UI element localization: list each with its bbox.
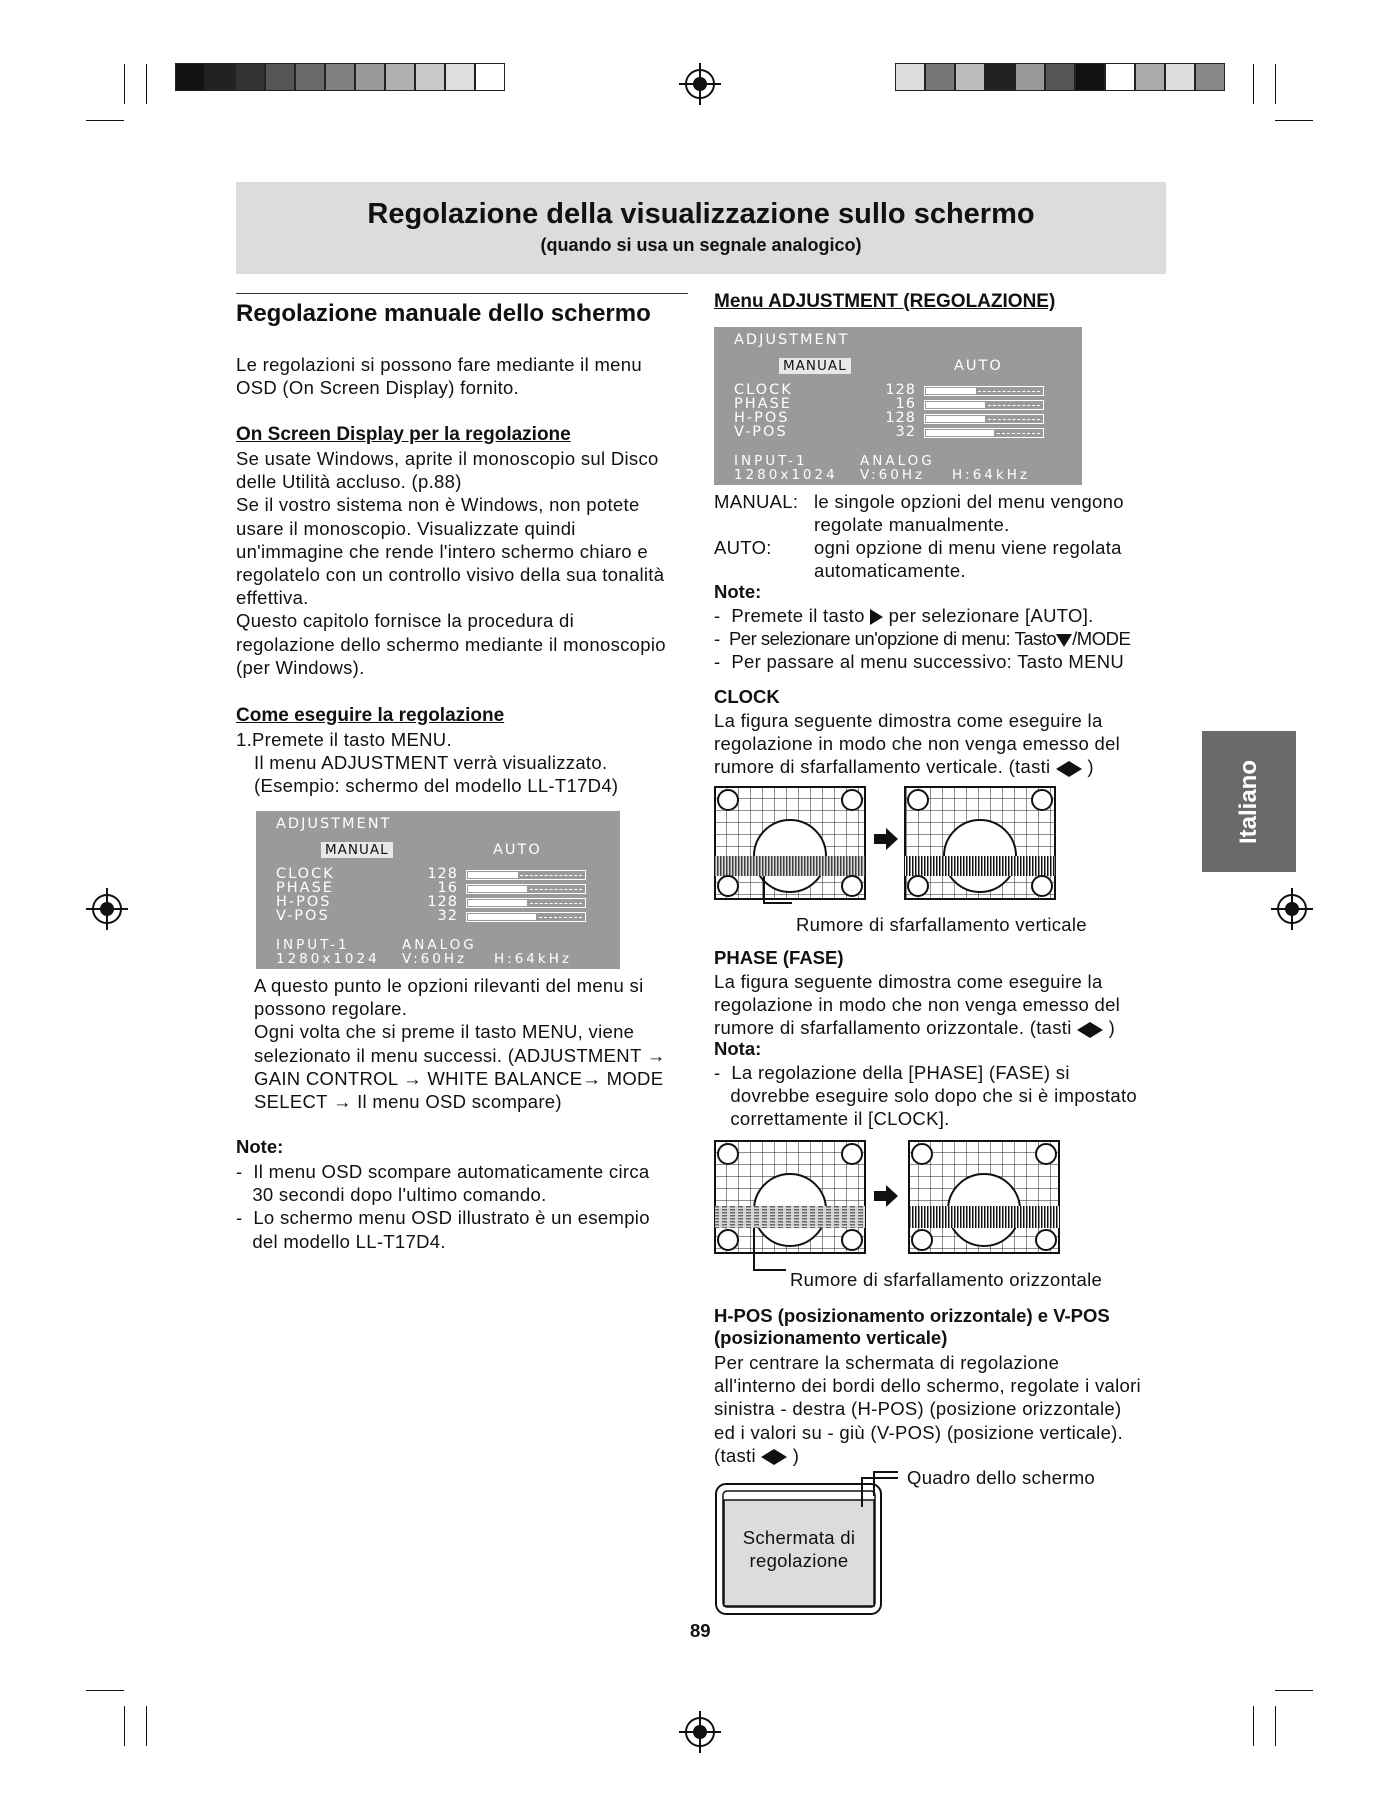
registration-mark-right [1277,894,1307,924]
text-line: ogni opzione di menu viene regolata [814,537,1122,558]
osd-level-bar-remainder [530,889,582,891]
text-line: - Per selezionare un'opzione di menu: Tasto [714,628,1057,650]
text-line: /MODE [1072,628,1131,650]
osd-level-bar-remainder [978,391,1040,393]
phase-nota-heading: Nota: [714,1038,762,1059]
osd-vfreq: V:60Hz [402,951,468,967]
left-arrow-icon [1056,761,1069,777]
osd-level-bar [466,884,586,894]
right-arrow-icon [1069,761,1082,777]
osd-title: ADJUSTMENT [734,332,850,348]
text-line: 1.Premete il tasto MENU. [236,729,452,750]
osd-row-value: 128 [885,410,916,426]
text-line: OSD (On Screen Display) fornito. [236,377,520,399]
page-number: 89 [690,1620,711,1641]
osd-screen-left [256,811,620,969]
right-arrow-icon [774,1449,787,1465]
screen-label [724,1526,874,1572]
osd-auto-option: AUTO [954,358,1003,374]
osd-level-bar [466,912,586,922]
osd-row-label: V-POS [276,908,330,924]
arrow-right-icon [874,1185,898,1207]
text-line: usare il monoscopio. Visualizzate quindi [236,517,576,539]
text-line: - Premete il tasto [714,605,865,626]
text-line: ) [792,1444,800,1466]
text-line: regolazione in modo che non venga emesso del [714,994,1121,1016]
text-line: La figura seguente dimostra come eseguire la [714,971,1103,992]
down-arrow-icon [1056,634,1072,647]
osd-level-bar-remainder [988,419,1040,421]
text-line: sinistra - destra (H-POS) (posizione orizzontale) [714,1398,1122,1420]
text-line: - Lo schermo menu OSD illustrato è un esempio [236,1207,650,1229]
text-line: Il menu ADJUSTMENT verrà visualizzato. [254,752,608,774]
text-line: (posizionamento verticale) [714,1327,948,1348]
osd-auto-option: AUTO [493,842,542,858]
osd-input: INPUT-1 [734,453,808,469]
after-osd-text [254,974,694,1113]
text-line: le singole opzioni del menu vengono [814,491,1124,512]
osd-row-value: 32 [437,908,458,924]
right-notes [714,604,1194,674]
osd-level-bar [924,386,1044,396]
text-line: (per Windows). [236,656,365,678]
text-line: rumore di sfarfallamento verticale. (tasti [714,756,1051,778]
osd-input: INPUT-1 [276,937,350,953]
osd-row-label: H-POS [276,894,332,910]
text-line: regolazione in modo che non venga emesso del [714,733,1121,755]
pattern-after [909,1141,1059,1253]
left-arrow-icon [1077,1022,1090,1038]
callout-line [764,902,792,904]
how-section-heading: Come eseguire la regolazione [236,705,505,726]
osd-level-bar [466,870,586,880]
pattern-after [905,787,1055,899]
text-line: (Esempio: schermo del modello LL-T17D4) [254,775,619,797]
text-line: regolazione dello schermo mediante il monoscopio [236,633,666,655]
text-line: Questo capitolo fornisce la procedura di [236,610,574,632]
osd-vfreq: V:60Hz [860,467,926,483]
osd-row-label: V-POS [734,424,788,440]
osd-level-bar-remainder [530,903,582,905]
text-line: un'immagine che rende l'intero schermo chiaro e [236,540,648,562]
right-note-heading: Note: [714,581,762,602]
text-line: effettiva. [236,587,309,609]
left-arrow-icon [761,1449,774,1465]
text-line: Per centrare la schermata di regolazione [714,1352,1060,1373]
text-line: 30 secondi dopo l'ultimo comando. [236,1184,547,1206]
text-line: ) [1108,1017,1116,1039]
osd-row-value: 32 [895,424,916,440]
osd-row-label: H-POS [734,410,790,426]
left-notes [236,1160,686,1253]
osd-hfreq: H:64kHz [494,951,572,967]
osd-row-value: 16 [895,396,916,412]
text-line: delle Utilità accluso. (p.88) [236,471,462,493]
osd-row-value: 128 [427,866,458,882]
osd-resolution: 1280x1024 [734,467,838,483]
text-line: Schermata di [742,1527,856,1548]
osd-level-bar-remainder [997,433,1040,435]
pattern-before [715,787,865,899]
how-step-1 [236,728,686,798]
left-heading-rule [236,293,688,294]
clock-text [714,709,1194,779]
text-line: H-POS (posizionamento orizzontale) e V-POS [714,1305,1110,1326]
text-line: per selezionare [AUTO]. [888,605,1094,626]
osd-row-value: 16 [437,880,458,896]
text-line: - La regolazione della [PHASE] (FASE) si [714,1062,1070,1083]
text-line: all'interno dei bordi dello schermo, regolate i valori [714,1375,1141,1397]
text-line: regolazione [749,1550,849,1572]
osd-level-bar-remainder [539,917,582,919]
text-line: dovrebbe eseguire solo dopo che si è impostato [714,1085,1137,1107]
hpos-text [714,1351,1194,1467]
clock-pattern-figure [714,786,1064,906]
osd-section-heading: On Screen Display per la regolazione [236,424,571,445]
phase-heading: PHASE (FASE) [714,947,844,968]
text-line: ed i valori su - giù (V-POS) (posizione verticale). [714,1421,1124,1443]
frame-caption: Quadro dello schermo [907,1467,1096,1488]
manual-definition [714,490,1184,582]
osd-analog: ANALOG [860,453,935,469]
osd-screen-right [714,327,1082,485]
osd-row-value: 128 [427,894,458,910]
registration-mark-left [92,894,122,924]
text-line: regolatelo con un controllo visivo della sua tonalità [236,564,665,586]
text-line: Ogni volta che si preme il tasto MENU, viene [254,1021,635,1043]
text-line: - Il menu OSD scompare automaticamente circa [236,1161,650,1182]
text-line: - Per passare al menu successivo: Tasto MENU [714,651,1125,673]
osd-resolution: 1280x1024 [276,951,380,967]
clock-heading: CLOCK [714,686,780,707]
page-title: Regolazione della visualizzazione sullo schermo [367,198,1035,230]
left-heading: Regolazione manuale dello schermo [236,300,651,327]
osd-level-bar-remainder [520,875,582,877]
left-note-heading: Note: [236,1136,284,1157]
clock-caption: Rumore di sfarfallamento verticale [796,914,1087,935]
text-line: (tasti [714,1444,756,1466]
osd-level-bar [466,898,586,908]
text-line: Se il vostro sistema non è Windows, non potete [236,494,640,516]
osd-level-bar [924,400,1044,410]
language-tab [1202,731,1296,872]
text-line: ) [1087,756,1094,778]
text-line: A questo punto le opzioni rilevanti del menu si [254,975,644,996]
page-subtitle: (quando si usa un segnale analogico) [540,235,862,255]
osd-title: ADJUSTMENT [276,816,392,832]
manual-term: MANUAL: [714,491,799,512]
text-line: GAIN CONTROL → WHITE BALANCE→ MODE [254,1067,664,1089]
osd-analog: ANALOG [402,937,477,953]
phase-nota-text [714,1061,1194,1131]
menu-adjustment-heading: Menu ADJUSTMENT (REGOLAZIONE) [714,291,1056,312]
osd-row-label: PHASE [276,880,334,896]
hpos-heading [714,1305,1110,1349]
osd-manual-option: MANUAL [321,842,393,858]
title-banner [236,182,1166,274]
registration-mark-bottom [685,1717,715,1747]
osd-level-bar [924,428,1044,438]
osd-row-value: 128 [885,382,916,398]
left-intro [236,353,686,399]
text-line: Le regolazioni si possono fare mediante il menu [236,354,642,375]
osd-manual-option: MANUAL [779,358,851,374]
phase-caption: Rumore di sfarfallamento orizzontale [790,1269,1103,1290]
osd-row-label: PHASE [734,396,792,412]
text-line: selezionato il menu successi. (ADJUSTMENT → [254,1044,666,1066]
text-line: automaticamente. [814,560,966,582]
pattern-before [715,1141,865,1253]
phase-pattern-figure [714,1140,1064,1280]
registration-mark-top [685,69,715,99]
osd-row-label: CLOCK [276,866,335,882]
osd-section-text [236,447,686,679]
text-line: possono regolare. [254,998,408,1020]
text-line: rumore di sfarfallamento orizzontale. (tasti [714,1017,1072,1039]
auto-term: AUTO: [714,537,772,558]
text-line: Se usate Windows, aprite il monoscopio sul Disco [236,448,659,469]
text-line: La figura seguente dimostra come eseguire la [714,710,1103,731]
osd-hfreq: H:64kHz [952,467,1030,483]
language-tab-label: Italiano [1235,759,1262,844]
osd-row-label: CLOCK [734,382,793,398]
phase-text [714,970,1194,1040]
osd-level-bar [924,414,1044,424]
text-line: regolate manualmente. [814,514,1010,536]
text-line: SELECT → Il menu OSD scompare) [254,1091,562,1113]
right-arrow-icon [1090,1022,1103,1038]
osd-level-bar-remainder [988,405,1040,407]
text-line: correttamente il [CLOCK]. [714,1108,950,1130]
arrow-right-icon [874,828,898,850]
text-line: del modello LL-T17D4. [236,1230,446,1252]
right-arrow-icon [870,609,883,625]
